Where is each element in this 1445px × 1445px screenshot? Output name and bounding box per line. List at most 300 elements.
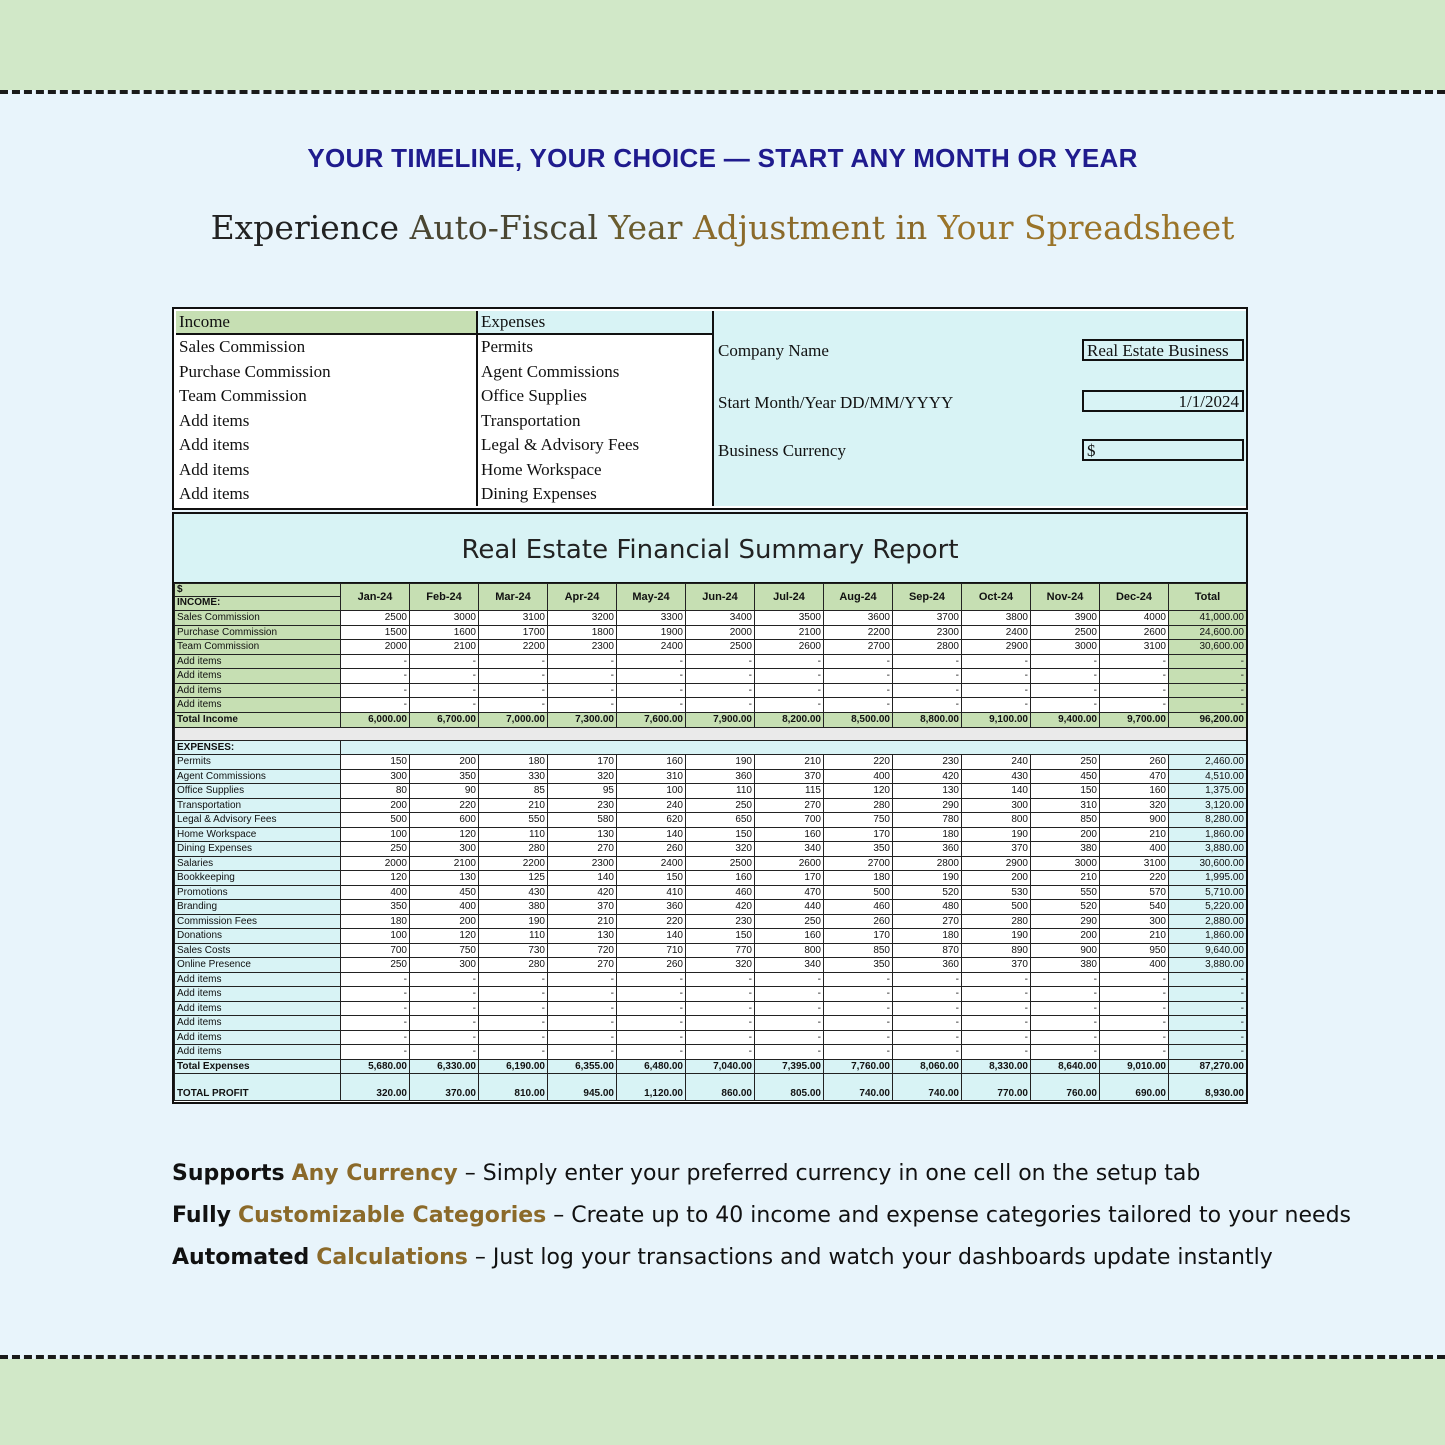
- value-cell[interactable]: 290: [893, 798, 962, 813]
- value-cell[interactable]: -: [410, 972, 479, 987]
- value-cell[interactable]: 170: [755, 871, 824, 886]
- value-cell[interactable]: -: [341, 698, 410, 713]
- value-cell[interactable]: 805.00: [755, 1074, 824, 1101]
- value-cell[interactable]: 770: [686, 943, 755, 958]
- value-cell[interactable]: -: [1100, 1001, 1169, 1016]
- value-cell[interactable]: 500: [824, 885, 893, 900]
- value-cell[interactable]: 320.00: [341, 1074, 410, 1101]
- value-cell[interactable]: -: [617, 654, 686, 669]
- value-cell[interactable]: -: [410, 1030, 479, 1045]
- value-cell[interactable]: -: [962, 669, 1031, 684]
- value-cell[interactable]: 550: [479, 813, 548, 828]
- value-cell[interactable]: 460: [686, 885, 755, 900]
- value-cell[interactable]: 570: [1100, 885, 1169, 900]
- value-cell[interactable]: 890: [962, 943, 1031, 958]
- value-cell[interactable]: -: [617, 972, 686, 987]
- value-cell[interactable]: 250: [341, 958, 410, 973]
- value-cell[interactable]: 520: [893, 885, 962, 900]
- value-cell[interactable]: 2400: [617, 856, 686, 871]
- value-cell[interactable]: 520: [1031, 900, 1100, 915]
- value-cell[interactable]: 370: [962, 958, 1031, 973]
- value-cell[interactable]: 200: [962, 871, 1031, 886]
- value-cell[interactable]: 3700: [893, 611, 962, 626]
- income-category-item[interactable]: Add items: [179, 459, 250, 479]
- value-cell[interactable]: 370: [548, 900, 617, 915]
- value-cell[interactable]: 2500: [686, 856, 755, 871]
- value-cell[interactable]: 250: [755, 914, 824, 929]
- value-cell[interactable]: 160: [755, 929, 824, 944]
- value-cell[interactable]: -: [479, 987, 548, 1002]
- value-cell[interactable]: 9,010.00: [1100, 1059, 1169, 1074]
- value-cell[interactable]: 140: [962, 784, 1031, 799]
- value-cell[interactable]: 420: [548, 885, 617, 900]
- value-cell[interactable]: 7,900.00: [686, 712, 755, 727]
- value-cell[interactable]: -: [1100, 683, 1169, 698]
- expense-category-item[interactable]: Office Supplies: [481, 386, 587, 405]
- value-cell[interactable]: -: [341, 987, 410, 1002]
- value-cell[interactable]: 130: [548, 929, 617, 944]
- value-cell[interactable]: 9,400.00: [1031, 712, 1100, 727]
- value-cell[interactable]: 190: [962, 827, 1031, 842]
- value-cell[interactable]: -: [479, 683, 548, 698]
- value-cell[interactable]: 9,700.00: [1100, 712, 1169, 727]
- value-cell[interactable]: 210: [755, 755, 824, 770]
- value-cell[interactable]: -: [1100, 987, 1169, 1002]
- value-cell[interactable]: -: [824, 654, 893, 669]
- value-cell[interactable]: 420: [686, 900, 755, 915]
- value-cell[interactable]: 1600: [410, 625, 479, 640]
- value-cell[interactable]: 200: [1031, 929, 1100, 944]
- value-cell[interactable]: 380: [1031, 958, 1100, 973]
- value-cell[interactable]: 2300: [548, 640, 617, 655]
- value-cell[interactable]: -: [617, 1001, 686, 1016]
- value-cell[interactable]: -: [962, 987, 1031, 1002]
- income-category-item[interactable]: Add items: [179, 435, 250, 454]
- value-cell[interactable]: -: [893, 654, 962, 669]
- value-cell[interactable]: -: [686, 972, 755, 987]
- value-cell[interactable]: -: [548, 698, 617, 713]
- value-cell[interactable]: 860.00: [686, 1074, 755, 1101]
- value-cell[interactable]: 2000: [341, 640, 410, 655]
- value-cell[interactable]: 160: [686, 871, 755, 886]
- value-cell[interactable]: 270: [548, 842, 617, 857]
- value-cell[interactable]: 3400: [686, 611, 755, 626]
- value-cell[interactable]: 380: [1031, 842, 1100, 857]
- value-cell[interactable]: 7,760.00: [824, 1059, 893, 1074]
- value-cell[interactable]: -: [1100, 654, 1169, 669]
- value-cell[interactable]: -: [548, 654, 617, 669]
- value-cell[interactable]: -: [617, 698, 686, 713]
- value-cell[interactable]: 710: [617, 943, 686, 958]
- start-date-field[interactable]: 1/1/2024: [1082, 390, 1244, 412]
- value-cell[interactable]: 3800: [962, 611, 1031, 626]
- value-cell[interactable]: 210: [1100, 827, 1169, 842]
- value-cell[interactable]: 540: [1100, 900, 1169, 915]
- value-cell[interactable]: 3500: [755, 611, 824, 626]
- value-cell[interactable]: 620: [617, 813, 686, 828]
- value-cell[interactable]: 430: [479, 885, 548, 900]
- value-cell[interactable]: 400: [341, 885, 410, 900]
- value-cell[interactable]: 150: [341, 755, 410, 770]
- value-cell[interactable]: -: [1031, 972, 1100, 987]
- value-cell[interactable]: 720: [548, 943, 617, 958]
- income-category-item[interactable]: Add items: [179, 410, 250, 430]
- value-cell[interactable]: -: [686, 1030, 755, 1045]
- value-cell[interactable]: 430: [962, 769, 1031, 784]
- value-cell[interactable]: 3000: [410, 611, 479, 626]
- value-cell[interactable]: 2300: [548, 856, 617, 871]
- value-cell[interactable]: -: [548, 669, 617, 684]
- value-cell[interactable]: 550: [1031, 885, 1100, 900]
- value-cell[interactable]: 220: [824, 755, 893, 770]
- value-cell[interactable]: -: [617, 987, 686, 1002]
- value-cell[interactable]: 1900: [617, 625, 686, 640]
- value-cell[interactable]: 450: [1031, 769, 1100, 784]
- value-cell[interactable]: 480: [893, 900, 962, 915]
- value-cell[interactable]: 8,060.00: [893, 1059, 962, 1074]
- value-cell[interactable]: 945.00: [548, 1074, 617, 1101]
- value-cell[interactable]: 6,330.00: [410, 1059, 479, 1074]
- value-cell[interactable]: 115: [755, 784, 824, 799]
- value-cell[interactable]: 110: [479, 929, 548, 944]
- value-cell[interactable]: -: [824, 1030, 893, 1045]
- value-cell[interactable]: 3900: [1031, 611, 1100, 626]
- value-cell[interactable]: -: [893, 1030, 962, 1045]
- value-cell[interactable]: 270: [755, 798, 824, 813]
- value-cell[interactable]: 2500: [1031, 625, 1100, 640]
- value-cell[interactable]: 190: [479, 914, 548, 929]
- value-cell[interactable]: 410: [617, 885, 686, 900]
- value-cell[interactable]: 5,680.00: [341, 1059, 410, 1074]
- value-cell[interactable]: 260: [1100, 755, 1169, 770]
- value-cell[interactable]: -: [686, 1045, 755, 1060]
- value-cell[interactable]: 700: [341, 943, 410, 958]
- value-cell[interactable]: 310: [1031, 798, 1100, 813]
- value-cell[interactable]: 400: [410, 900, 479, 915]
- value-cell[interactable]: 370: [962, 842, 1031, 857]
- value-cell[interactable]: -: [824, 1016, 893, 1031]
- value-cell[interactable]: 230: [686, 914, 755, 929]
- value-cell[interactable]: 200: [1031, 827, 1100, 842]
- value-cell[interactable]: -: [893, 669, 962, 684]
- company-name-field[interactable]: Real Estate Business: [1082, 339, 1244, 361]
- expense-category-item[interactable]: Dining Expenses: [481, 484, 597, 503]
- value-cell[interactable]: -: [410, 654, 479, 669]
- value-cell[interactable]: 600: [410, 813, 479, 828]
- value-cell[interactable]: 250: [1031, 755, 1100, 770]
- value-cell[interactable]: 350: [410, 769, 479, 784]
- expense-category-item[interactable]: Agent Commissions: [481, 361, 620, 381]
- value-cell[interactable]: -: [548, 987, 617, 1002]
- value-cell[interactable]: -: [686, 987, 755, 1002]
- value-cell[interactable]: 580: [548, 813, 617, 828]
- value-cell[interactable]: -: [824, 698, 893, 713]
- value-cell[interactable]: 420: [893, 769, 962, 784]
- value-cell[interactable]: -: [824, 669, 893, 684]
- value-cell[interactable]: 270: [548, 958, 617, 973]
- value-cell[interactable]: -: [410, 683, 479, 698]
- value-cell[interactable]: 750: [410, 943, 479, 958]
- value-cell[interactable]: -: [755, 972, 824, 987]
- value-cell[interactable]: 320: [548, 769, 617, 784]
- value-cell[interactable]: 350: [824, 842, 893, 857]
- value-cell[interactable]: 150: [686, 929, 755, 944]
- value-cell[interactable]: 8,640.00: [1031, 1059, 1100, 1074]
- value-cell[interactable]: 850: [824, 943, 893, 958]
- value-cell[interactable]: -: [824, 987, 893, 1002]
- value-cell[interactable]: 120: [824, 784, 893, 799]
- value-cell[interactable]: -: [1100, 1045, 1169, 1060]
- value-cell[interactable]: -: [410, 1001, 479, 1016]
- value-cell[interactable]: -: [479, 972, 548, 987]
- value-cell[interactable]: -: [548, 1045, 617, 1060]
- value-cell[interactable]: 7,040.00: [686, 1059, 755, 1074]
- value-cell[interactable]: 140: [617, 827, 686, 842]
- value-cell[interactable]: 740.00: [824, 1074, 893, 1101]
- value-cell[interactable]: 100: [341, 827, 410, 842]
- value-cell[interactable]: 2200: [479, 640, 548, 655]
- value-cell[interactable]: -: [617, 683, 686, 698]
- value-cell[interactable]: -: [962, 1030, 1031, 1045]
- value-cell[interactable]: 110: [686, 784, 755, 799]
- value-cell[interactable]: 2700: [824, 640, 893, 655]
- value-cell[interactable]: 850: [1031, 813, 1100, 828]
- value-cell[interactable]: 3000: [1031, 640, 1100, 655]
- value-cell[interactable]: -: [962, 1016, 1031, 1031]
- value-cell[interactable]: 330: [479, 769, 548, 784]
- value-cell[interactable]: -: [893, 698, 962, 713]
- income-category-item[interactable]: Add items: [179, 484, 250, 503]
- value-cell[interactable]: -: [341, 683, 410, 698]
- value-cell[interactable]: 270: [893, 914, 962, 929]
- income-category-item[interactable]: Sales Commission: [179, 337, 306, 356]
- value-cell[interactable]: 700: [755, 813, 824, 828]
- value-cell[interactable]: 210: [479, 798, 548, 813]
- value-cell[interactable]: 370: [755, 769, 824, 784]
- value-cell[interactable]: 210: [1100, 929, 1169, 944]
- value-cell[interactable]: 470: [755, 885, 824, 900]
- value-cell[interactable]: -: [962, 654, 1031, 669]
- value-cell[interactable]: -: [479, 1045, 548, 1060]
- value-cell[interactable]: 260: [824, 914, 893, 929]
- value-cell[interactable]: 300: [341, 769, 410, 784]
- value-cell[interactable]: 3100: [479, 611, 548, 626]
- value-cell[interactable]: 210: [1031, 871, 1100, 886]
- value-cell[interactable]: 2300: [893, 625, 962, 640]
- value-cell[interactable]: -: [824, 1001, 893, 1016]
- value-cell[interactable]: -: [1031, 1045, 1100, 1060]
- value-cell[interactable]: 280: [824, 798, 893, 813]
- value-cell[interactable]: -: [548, 683, 617, 698]
- value-cell[interactable]: 360: [617, 900, 686, 915]
- value-cell[interactable]: 7,395.00: [755, 1059, 824, 1074]
- value-cell[interactable]: -: [1100, 669, 1169, 684]
- value-cell[interactable]: -: [341, 1001, 410, 1016]
- value-cell[interactable]: -: [893, 683, 962, 698]
- value-cell[interactable]: -: [755, 1001, 824, 1016]
- value-cell[interactable]: -: [962, 698, 1031, 713]
- value-cell[interactable]: 120: [341, 871, 410, 886]
- value-cell[interactable]: -: [410, 1016, 479, 1031]
- value-cell[interactable]: 2700: [824, 856, 893, 871]
- value-cell[interactable]: -: [341, 669, 410, 684]
- value-cell[interactable]: 2100: [410, 856, 479, 871]
- value-cell[interactable]: -: [962, 1001, 1031, 1016]
- value-cell[interactable]: 260: [617, 842, 686, 857]
- value-cell[interactable]: 130: [893, 784, 962, 799]
- value-cell[interactable]: 8,800.00: [893, 712, 962, 727]
- value-cell[interactable]: 95: [548, 784, 617, 799]
- value-cell[interactable]: 300: [410, 842, 479, 857]
- value-cell[interactable]: 250: [341, 842, 410, 857]
- expense-category-item[interactable]: Legal & Advisory Fees: [481, 435, 640, 454]
- value-cell[interactable]: 2800: [893, 856, 962, 871]
- value-cell[interactable]: 160: [1100, 784, 1169, 799]
- value-cell[interactable]: -: [548, 1016, 617, 1031]
- value-cell[interactable]: 450: [410, 885, 479, 900]
- value-cell[interactable]: 250: [686, 798, 755, 813]
- value-cell[interactable]: 2900: [962, 856, 1031, 871]
- value-cell[interactable]: 210: [548, 914, 617, 929]
- value-cell[interactable]: -: [686, 698, 755, 713]
- value-cell[interactable]: 130: [410, 871, 479, 886]
- value-cell[interactable]: -: [479, 1030, 548, 1045]
- value-cell[interactable]: 2600: [755, 856, 824, 871]
- value-cell[interactable]: 190: [962, 929, 1031, 944]
- value-cell[interactable]: 200: [410, 914, 479, 929]
- value-cell[interactable]: 500: [962, 900, 1031, 915]
- value-cell[interactable]: 800: [962, 813, 1031, 828]
- value-cell[interactable]: -: [479, 654, 548, 669]
- value-cell[interactable]: -: [1031, 683, 1100, 698]
- value-cell[interactable]: 1500: [341, 625, 410, 640]
- value-cell[interactable]: -: [755, 1030, 824, 1045]
- value-cell[interactable]: -: [617, 669, 686, 684]
- value-cell[interactable]: 170: [824, 827, 893, 842]
- value-cell[interactable]: -: [410, 1045, 479, 1060]
- value-cell[interactable]: -: [893, 1016, 962, 1031]
- value-cell[interactable]: 1800: [548, 625, 617, 640]
- value-cell[interactable]: -: [341, 972, 410, 987]
- value-cell[interactable]: -: [755, 654, 824, 669]
- value-cell[interactable]: -: [755, 1016, 824, 1031]
- value-cell[interactable]: -: [824, 683, 893, 698]
- value-cell[interactable]: -: [686, 1001, 755, 1016]
- value-cell[interactable]: 8,330.00: [962, 1059, 1031, 1074]
- value-cell[interactable]: 140: [548, 871, 617, 886]
- value-cell[interactable]: -: [1100, 1016, 1169, 1031]
- value-cell[interactable]: -: [893, 972, 962, 987]
- value-cell[interactable]: 3200: [548, 611, 617, 626]
- value-cell[interactable]: -: [1031, 1030, 1100, 1045]
- value-cell[interactable]: 220: [1100, 871, 1169, 886]
- value-cell[interactable]: -: [1031, 669, 1100, 684]
- value-cell[interactable]: 650: [686, 813, 755, 828]
- value-cell[interactable]: 100: [341, 929, 410, 944]
- value-cell[interactable]: 170: [824, 929, 893, 944]
- value-cell[interactable]: 280: [962, 914, 1031, 929]
- value-cell[interactable]: 7,300.00: [548, 712, 617, 727]
- value-cell[interactable]: 360: [893, 842, 962, 857]
- value-cell[interactable]: 320: [686, 958, 755, 973]
- value-cell[interactable]: -: [824, 1045, 893, 1060]
- value-cell[interactable]: 240: [962, 755, 1031, 770]
- value-cell[interactable]: 160: [617, 755, 686, 770]
- value-cell[interactable]: 150: [617, 871, 686, 886]
- currency-field[interactable]: $: [1082, 439, 1244, 461]
- value-cell[interactable]: 140: [617, 929, 686, 944]
- value-cell[interactable]: 180: [479, 755, 548, 770]
- value-cell[interactable]: 470: [1100, 769, 1169, 784]
- value-cell[interactable]: -: [410, 698, 479, 713]
- expense-category-item[interactable]: Transportation: [481, 410, 581, 430]
- value-cell[interactable]: 170: [548, 755, 617, 770]
- value-cell[interactable]: 120: [410, 827, 479, 842]
- value-cell[interactable]: 230: [548, 798, 617, 813]
- value-cell[interactable]: -: [410, 669, 479, 684]
- value-cell[interactable]: 2400: [617, 640, 686, 655]
- value-cell[interactable]: 360: [893, 958, 962, 973]
- value-cell[interactable]: 190: [893, 871, 962, 886]
- income-category-item[interactable]: Purchase Commission: [179, 361, 331, 381]
- value-cell[interactable]: 180: [893, 827, 962, 842]
- value-cell[interactable]: 740.00: [893, 1074, 962, 1101]
- value-cell[interactable]: -: [755, 698, 824, 713]
- value-cell[interactable]: 180: [341, 914, 410, 929]
- value-cell[interactable]: -: [1031, 1016, 1100, 1031]
- value-cell[interactable]: 2100: [755, 625, 824, 640]
- value-cell[interactable]: 280: [479, 842, 548, 857]
- value-cell[interactable]: -: [341, 654, 410, 669]
- value-cell[interactable]: 3100: [1100, 856, 1169, 871]
- value-cell[interactable]: 690.00: [1100, 1074, 1169, 1101]
- value-cell[interactable]: -: [548, 1030, 617, 1045]
- value-cell[interactable]: 400: [1100, 958, 1169, 973]
- value-cell[interactable]: 2500: [341, 611, 410, 626]
- value-cell[interactable]: -: [962, 972, 1031, 987]
- value-cell[interactable]: -: [479, 1016, 548, 1031]
- value-cell[interactable]: -: [755, 987, 824, 1002]
- value-cell[interactable]: 400: [824, 769, 893, 784]
- value-cell[interactable]: 3000: [1031, 856, 1100, 871]
- value-cell[interactable]: 200: [341, 798, 410, 813]
- value-cell[interactable]: -: [548, 972, 617, 987]
- value-cell[interactable]: 1,120.00: [617, 1074, 686, 1101]
- value-cell[interactable]: -: [1031, 654, 1100, 669]
- value-cell[interactable]: -: [1100, 972, 1169, 987]
- value-cell[interactable]: 370.00: [410, 1074, 479, 1101]
- value-cell[interactable]: 3100: [1100, 640, 1169, 655]
- value-cell[interactable]: 950: [1100, 943, 1169, 958]
- value-cell[interactable]: 8,500.00: [824, 712, 893, 727]
- value-cell[interactable]: 160: [755, 827, 824, 842]
- value-cell[interactable]: -: [617, 1030, 686, 1045]
- value-cell[interactable]: 300: [962, 798, 1031, 813]
- value-cell[interactable]: 900: [1031, 943, 1100, 958]
- value-cell[interactable]: 3600: [824, 611, 893, 626]
- value-cell[interactable]: 350: [824, 958, 893, 973]
- value-cell[interactable]: 320: [1100, 798, 1169, 813]
- value-cell[interactable]: 2500: [686, 640, 755, 655]
- value-cell[interactable]: 6,355.00: [548, 1059, 617, 1074]
- value-cell[interactable]: 340: [755, 842, 824, 857]
- value-cell[interactable]: 190: [686, 755, 755, 770]
- value-cell[interactable]: -: [686, 654, 755, 669]
- value-cell[interactable]: 3300: [617, 611, 686, 626]
- value-cell[interactable]: -: [341, 1016, 410, 1031]
- value-cell[interactable]: 780: [893, 813, 962, 828]
- value-cell[interactable]: 310: [617, 769, 686, 784]
